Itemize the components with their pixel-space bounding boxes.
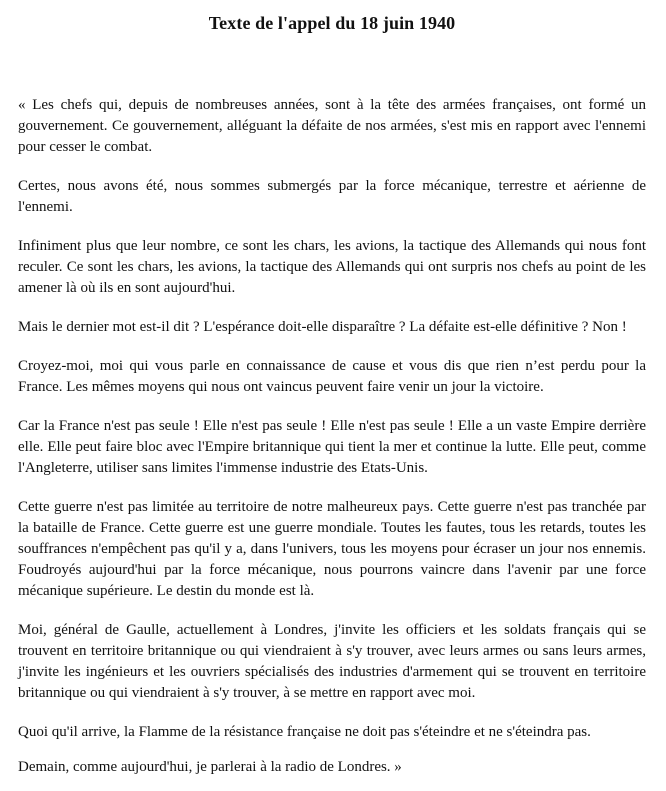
paragraph-5: Croyez-moi, moi qui vous parle en connaissance de cause et vous dis que rien n’est perdu pour la France. Les mêmes moyens qui nous ont vaincus peuvent faire venir un jour la victoire. [18,358,646,395]
paragraph-4: Mais le dernier mot est-il dit ? L'espérance doit-elle disparaître ? La défaite est-elle définitive ? Non ! [18,319,627,335]
paragraph-1: « Les chefs qui, depuis de nombreuses années, sont à la tête des armées françaises, ont formé un gouvernement. Ce gouvernement, alléguant la défaite de nos armées, s'est mis en rapport avec l'ennemi pour cesser le combat. [18,97,646,155]
paragraph-6: Car la France n'est pas seule ! Elle n'est pas seule ! Elle n'est pas seule ! Elle a un vaste Empire derrière elle. Elle peut faire bloc avec l'Empire britannique qui tient la mer et continue la lutte. Elle peut, comme l'Angleterre, utiliser sans limites l'immense industrie des Etats-Unis. [18,418,646,476]
paragraph-9: Quoi qu'il arrive, la Flamme de la résistance française ne doit pas s'éteindre et ne s'éteindra pas. [18,724,591,740]
paragraph-2: Certes, nous avons été, nous sommes submergés par la force mécanique, terrestre et aérienne de l'ennemi. [18,178,646,215]
paragraph-3: Infiniment plus que leur nombre, ce sont les chars, les avions, la tactique des Allemands qui nous font reculer. Ce sont les chars, les avions, la tactique des Allemands qui ont surpris nos chefs au point de les amener là où ils en sont aujourd'hui. [18,238,646,296]
document-title: Texte de l'appel du 18 juin 1940 [208,13,456,33]
paragraph-7: Cette guerre n'est pas limitée au territoire de notre malheureux pays. Cette guerre n'est pas tranchée par la bataille de France. Cette guerre est une guerre mondiale. Toutes les fautes, tous les retards, toutes les souffrances n'empêchent pas qu'il y a, dans l'univers, tous les moyens pour écraser un jour nos ennemis. Foudroyés aujourd'hui par la force mécanique, nous pourrons vaincre dans l'avenir par une force mécanique supérieure. Le destin du monde est là. [18,499,646,599]
paragraph-8: Moi, général de Gaulle, actuellement à Londres, j'invite les officiers et les soldats français qui se trouvent en territoire britannique ou qui viendraient à s'y trouver, avec leurs armes ou sans leurs armes, j'invite les ingénieurs et les ouvriers spécialisés des industries d'armement qui se trouvent en territoire britannique ou qui viendraient à s'y trouver, à se mettre en rapport avec moi. [18,622,646,701]
paragraph-10: Demain, comme aujourd'hui, je parlerai à la radio de Londres. » [18,759,402,775]
